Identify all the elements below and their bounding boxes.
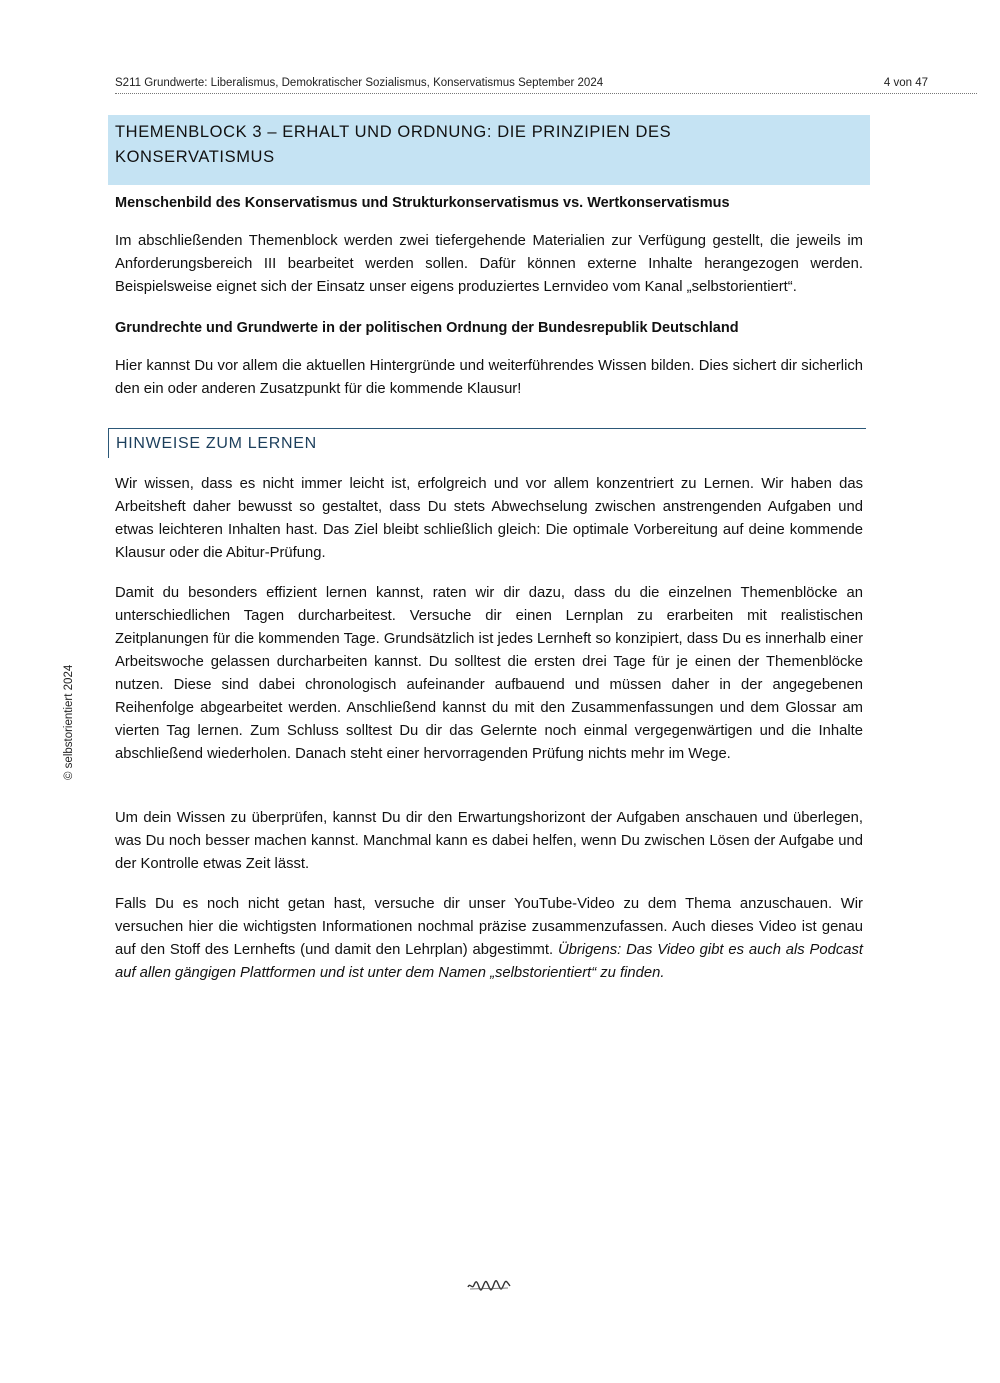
hinweise-paragraph-4-italic: Übrigens: Das Video gibt es auch als Podcast auf allen gängigen Plattformen und ist unter dem Namen „selbstorientiert“ zu finden.: [115, 942, 863, 981]
paragraph-menschenbild-wrapper: [115, 230, 863, 299]
themenblock-title-box: [108, 115, 870, 185]
signature-logo: [467, 1278, 511, 1292]
hinweise-paragraph-1: Wir wissen, dass es nicht immer leicht ist, erfolgreich und vor allem konzentriert zu Lernen. Wir haben das Arbeitsheft daher bewusst so gestaltet, dass Du stets Abwechselung zwischen anstrengenden Aufgaben und etwas leichteren Inhalten hast. Das Ziel bleibt schließlich gleich: Die optimale Vorbereitung auf deine kommende Klausur oder die Abitur-Prüfung.: [115, 476, 863, 561]
themenblock-title: THEMENBLOCK 3 – ERHALT UND ORDNUNG: DIE PRINZIPIEN DES KONSERVATISMUS: [115, 123, 672, 166]
paragraph-grundrechte-wrapper: [115, 355, 863, 401]
hinweise-heading-box: [108, 428, 866, 458]
hinweise-heading: HINWEISE ZUM LERNEN: [116, 435, 317, 452]
section-grundrechte: [115, 318, 863, 339]
hinweise-p3-wrapper: [115, 807, 863, 876]
paragraph-menschenbild: Im abschließenden Themenblock werden zwei tiefergehende Materialien zur Verfügung gestellt, die jeweils im Anforderungsbereich III bearbeitet werden sollen. Dafür können externe Inhalte herangezogen werden. Beispielsweise eignet sich der Einsatz unser eigens produziertes Lernvideo vom Kanal „selbstorientiert“.: [115, 233, 863, 295]
hinweise-paragraph-4-text: Falls Du es noch nicht getan hast, versuche dir unser YouTube-Video zu dem Thema anzuschauen. Wir versuchen hier die wichtigsten Informationen nochmal präzise zusammenzufassen. Auch dieses Video ist genau auf den Stoff des Lernhefts (und damit den Lehrplan) abgestimmt.: [115, 896, 863, 958]
hinweise-p2-wrapper: [115, 582, 863, 766]
header-document-title: S211 Grundwerte: Liberalismus, Demokratischer Sozialismus, Konservatismus September 2024: [115, 77, 604, 89]
subheading-grundrechte: Grundrechte und Grundwerte in der politischen Ordnung der Bundesrepublik Deutschland: [115, 320, 739, 336]
hinweise-paragraph-4: [115, 893, 863, 985]
section-menschenbild: [115, 193, 863, 214]
side-copyright: © selbstorientiert 2024: [63, 664, 75, 780]
paragraph-grundrechte: Hier kannst Du vor allem die aktuellen Hintergründe und weiterführendes Wissen bilden. Dies sichert dir sicherlich den ein oder anderen Zusatzpunkt für die kommende Klausur!: [115, 358, 863, 397]
hinweise-p1-wrapper: [115, 473, 863, 565]
page-number: 4 von 47: [883, 77, 928, 89]
hinweise-paragraph-2: Damit du besonders effizient lernen kannst, raten wir dir dazu, dass du die einzelnen Themenblöcke an unterschiedlichen Tagen durcharbeitest. Versuche dir einen Lernplan zu erarbeiten mit realistischen Zeitplanungen für die kommenden Tage. Grundsätzlich ist jedes Lernheft so konzipiert, dass Du es innerhalb einer Arbeitswoche gelassen durcharbeiten kannst. Du solltest die ersten drei Tage für je einen der Themenblöcke nutzen. Diese sind dabei chronologisch aufeinander aufbauend und müssen daher in der angegebenen Reihenfolge abgearbeitet werden. Anschließend kannst du mit den Zusammenfassungen und dem Glossar am vierten Tag lernen. Zum Schluss solltest Du dir das Gelernte noch einmal vergegenwärtigen und die Inhalte abschließend wiederholen. Danach steht einer hervorragenden Prüfung nichts mehr im Wege.: [115, 585, 863, 762]
hinweise-paragraph-3: Um dein Wissen zu überprüfen, kannst Du dir den Erwartungshorizont der Aufgaben anschauen und überlegen, was Du noch besser machen kannst. Manchmal kann es dabei helfen, wenn Du zwischen Lösen der Aufgabe und der Kontrolle etwas Zeit lässt.: [115, 810, 863, 872]
subheading-menschenbild: Menschenbild des Konservatismus und Strukturkonservatismus vs. Wertkonservatismus: [115, 195, 730, 211]
hinweise-p4-wrapper: [115, 893, 863, 985]
page-header: [115, 76, 977, 94]
